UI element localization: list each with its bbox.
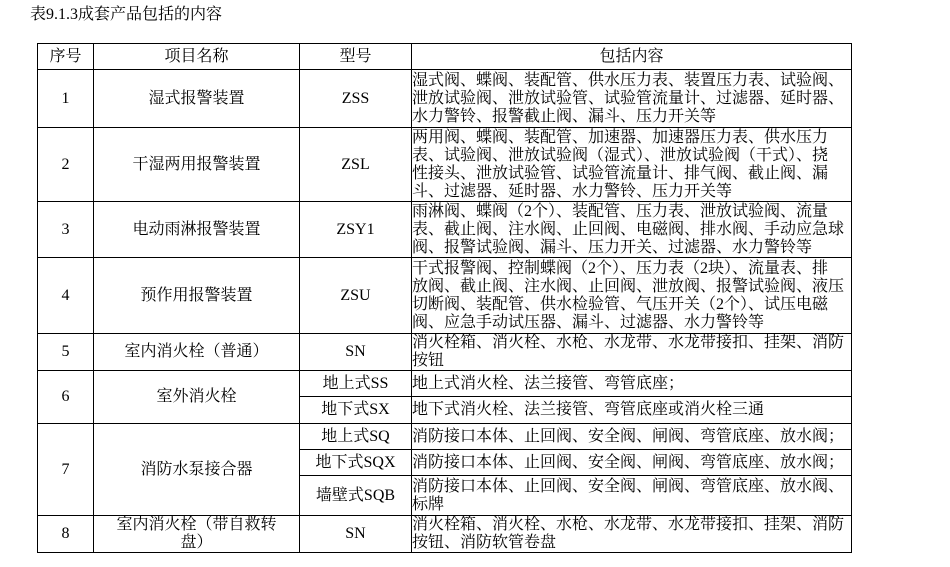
content-line: 消防接口本体、止回阀、安全阀、闸阀、弯管底座、放水阀； — [412, 453, 845, 471]
table-head — [38, 44, 852, 70]
item-name-line: 预作用报警装置 — [140, 286, 253, 304]
row-number: 8 — [38, 516, 94, 553]
item-name — [94, 128, 300, 202]
included-contents — [412, 476, 852, 516]
header-content: 包括内容 — [412, 44, 852, 70]
table-row — [38, 128, 852, 202]
content-line: 表、试验阀、泄放试验阀（湿式）、泄放试验阀（干式）、挠 — [412, 146, 829, 164]
table-row — [38, 371, 852, 397]
content-line: 斗、过滤器、延时器、水力警铃、压力开关等 — [412, 182, 733, 200]
included-contents — [412, 397, 852, 424]
included-contents — [412, 371, 852, 397]
item-name-line: 干湿两用报警装置 — [132, 155, 261, 173]
table-row — [38, 334, 852, 371]
content-line: 湿式阀、蝶阀、装配管、供水压力表、装置压力表、试验阀、 — [412, 71, 845, 89]
table-body — [38, 70, 852, 553]
content-line: 切断阀、装配管、供水检验管、气压开关（2个）、试压电磁 — [412, 295, 829, 313]
content-line: 两用阀、蝶阀、装配管、加速器、加速器压力表、供水压力 — [412, 128, 829, 146]
item-name-line: 消防水泵接合器 — [140, 460, 253, 478]
content-line: 阀、应急手动试压器、漏斗、过滤器、水力警铃等 — [412, 313, 765, 331]
model-code: 地上式SQ — [300, 424, 412, 450]
row-number: 4 — [38, 258, 94, 334]
table-row — [38, 424, 852, 450]
model-code: SN — [300, 516, 412, 553]
table-row — [38, 70, 852, 128]
item-name — [94, 70, 300, 128]
content-line: 地下式消火栓、法兰接管、弯管底座或消火栓三通 — [412, 401, 765, 418]
content-line: 表、截止阀、注水阀、止回阀、电磁阀、排水阀、手动应急球 — [412, 220, 845, 238]
content-line: 放阀、截止阀、注水阀、止回阀、泄放阀、报警试验阀、液压 — [412, 277, 845, 295]
content-line: 按钮、消防软管卷盘 — [412, 534, 557, 551]
content-line: 消防接口本体、止回阀、安全阀、闸阀、弯管底座、放水阀、 — [412, 477, 845, 495]
content-line: 按钮 — [412, 352, 445, 369]
included-contents — [412, 450, 852, 476]
item-name-line: 室内消火栓（普通） — [124, 343, 269, 360]
included-contents — [412, 424, 852, 450]
item-name-line: 室内消火栓（带自救转 — [116, 516, 277, 533]
included-contents — [412, 258, 852, 334]
row-number: 2 — [38, 128, 94, 202]
product-contents-table — [37, 43, 852, 553]
included-contents — [412, 334, 852, 371]
item-name-line: 盘） — [180, 534, 213, 551]
item-name — [94, 334, 300, 371]
content-line: 雨淋阀、蝶阀（2个）、装配管、压力表、泄放试验阀、流量 — [412, 202, 829, 220]
item-name — [94, 371, 300, 424]
row-number: 3 — [38, 202, 94, 258]
item-name-line: 湿式报警装置 — [148, 89, 245, 107]
included-contents — [412, 202, 852, 258]
row-number: 7 — [38, 424, 94, 516]
content-line: 地上式消火栓、法兰接管、弯管底座； — [412, 374, 685, 392]
model-code: ZSY1 — [300, 202, 412, 258]
table-row — [38, 202, 852, 258]
header-name: 项目名称 — [94, 44, 300, 70]
row-number: 5 — [38, 334, 94, 371]
content-line: 水力警铃、报警截止阀、漏斗、压力开关等 — [412, 107, 717, 125]
header-model: 型号 — [300, 44, 412, 70]
header-row — [38, 44, 852, 70]
included-contents — [412, 516, 852, 553]
item-name — [94, 202, 300, 258]
content-line: 消火栓箱、消火栓、水枪、水龙带、水龙带接扣、挂架、消防 — [412, 334, 845, 351]
header-no: 序号 — [38, 44, 94, 70]
content-line: 泄放试验阀、泄放试验管、试验管流量计、过滤器、延时器、 — [412, 89, 845, 107]
row-number: 6 — [38, 371, 94, 424]
content-line: 消防接口本体、止回阀、安全阀、闸阀、弯管底座、放水阀； — [412, 427, 845, 445]
content-line: 干式报警阀、控制蝶阀（2个）、压力表（2块）、流量表、排 — [412, 259, 829, 277]
model-code: SN — [300, 334, 412, 371]
model-code: 地下式SQX — [300, 450, 412, 476]
item-name — [94, 424, 300, 516]
content-line: 性接头、泄放试验管、试验管流量计、排气阀、截止阀、漏 — [412, 164, 829, 182]
table-caption: 表9.1.3成套产品包括的内容 — [30, 6, 223, 23]
model-code: ZSU — [300, 258, 412, 334]
table-row — [38, 516, 852, 553]
item-name-line: 室外消火栓 — [156, 388, 237, 405]
item-name — [94, 516, 300, 553]
content-line: 消火栓箱、消火栓、水枪、水龙带、水龙带接扣、挂架、消防 — [412, 516, 845, 533]
row-number: 1 — [38, 70, 94, 128]
content-line: 阀、报警试验阀、漏斗、压力开关、过滤器、水力警铃等 — [412, 238, 813, 256]
content-line: 标牌 — [412, 495, 445, 513]
table-row — [38, 258, 852, 334]
model-code: ZSL — [300, 128, 412, 202]
item-name — [94, 258, 300, 334]
model-code: 地上式SS — [300, 371, 412, 397]
model-code: 地下式SX — [300, 397, 412, 424]
model-code: ZSS — [300, 70, 412, 128]
model-code: 墙壁式SQB — [300, 476, 412, 516]
included-contents — [412, 70, 852, 128]
included-contents — [412, 128, 852, 202]
item-name-line: 电动雨淋报警装置 — [132, 220, 261, 238]
